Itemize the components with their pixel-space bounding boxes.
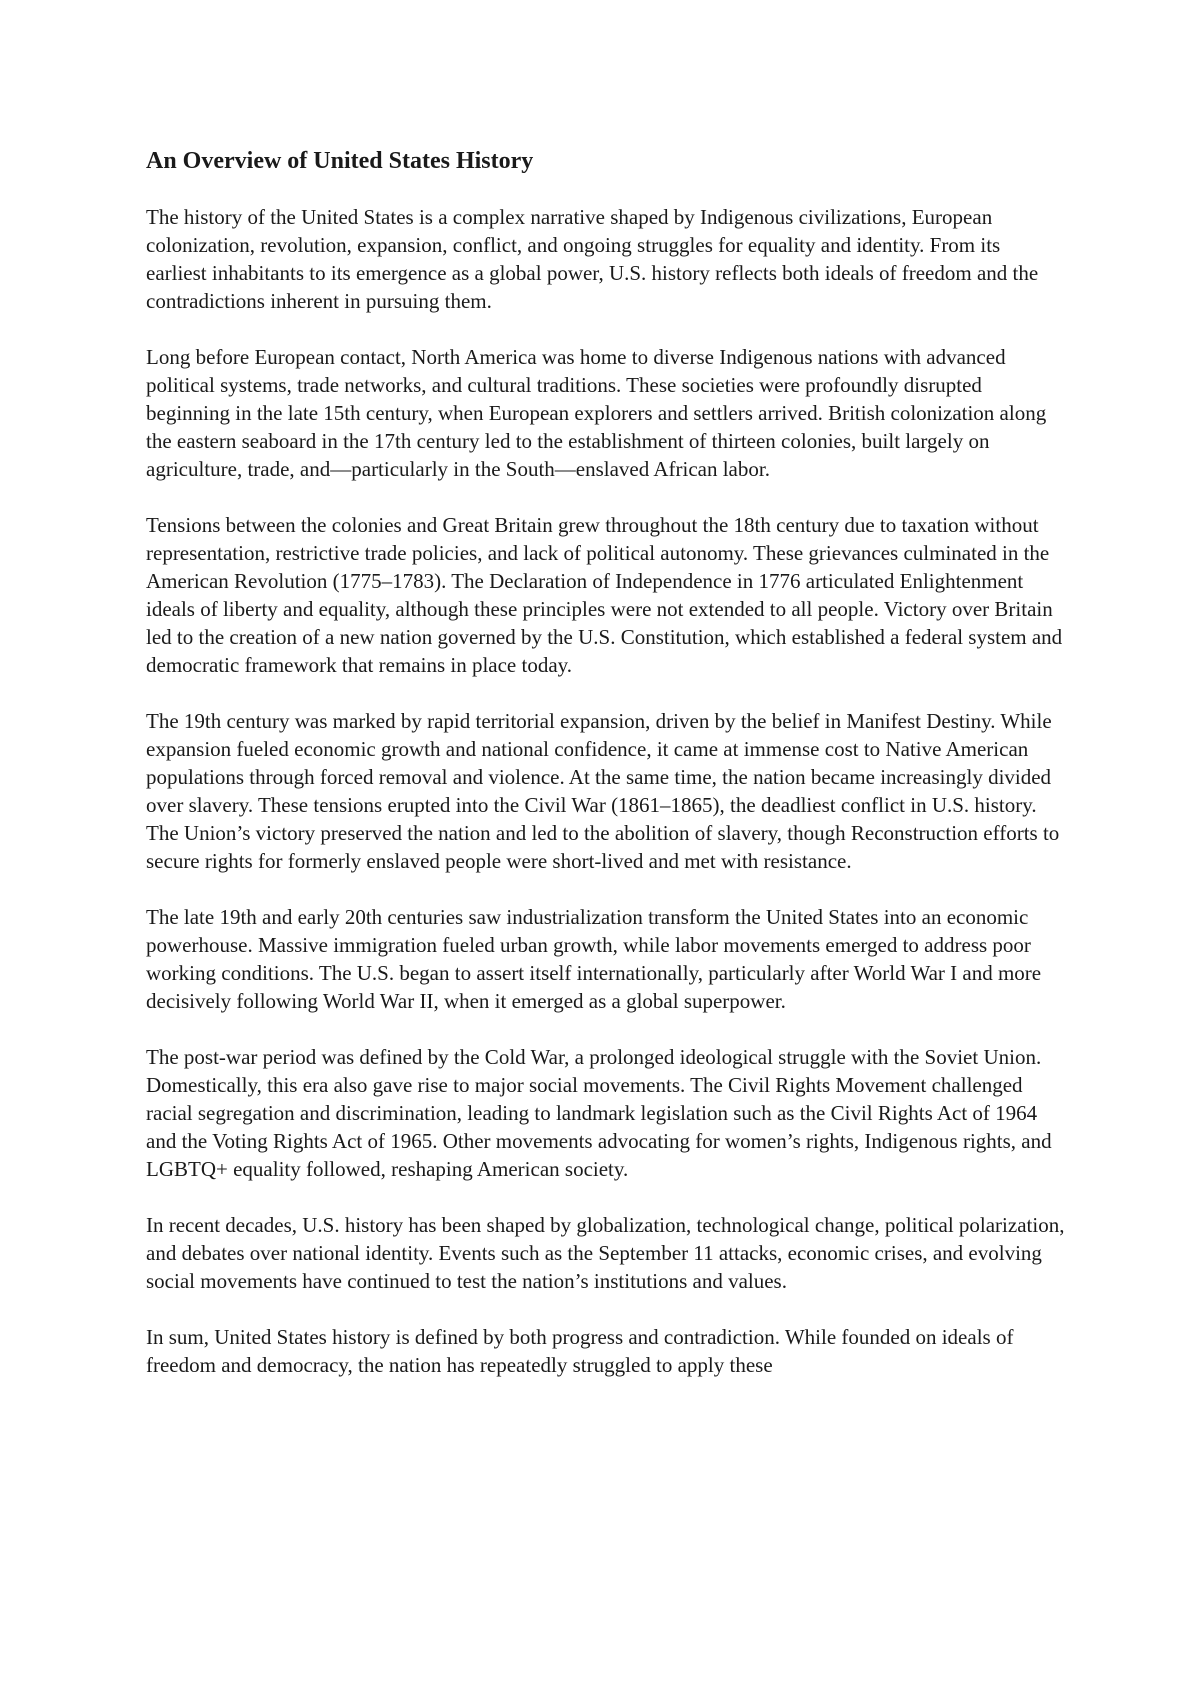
paragraph-7: In recent decades, U.S. history has been shaped by globalization, technological change, political polarization, and debates over national identity. Events such as the September 11 attacks, economic crises, and evolving social movements have continued to test the nation’s institutions and values. — [146, 1213, 1065, 1293]
paragraph-2: Long before European contact, North America was home to diverse Indigenous nations with advanced political systems, trade networks, and cultural traditions. These societies were profoundly disrupted beginning in the late 15th century, when European explorers and settlers arrived. British colonization along the eastern seaboard in the 17th century led to the establishment of thirteen colonies, built largely on agriculture, trade, and—particularly in the South—enslaved African labor. — [146, 345, 1047, 481]
paragraph-5: The late 19th and early 20th centuries saw industrialization transform the United States into an economic powerhouse. Massive immigration fueled urban growth, while labor movements emerged to address poor working conditions. The U.S. began to assert itself internationally, particularly after World War I and more decisively following World War II, when it emerged as a global superpower. — [146, 905, 1042, 1013]
document-title: An Overview of United States History — [146, 148, 534, 174]
paragraph-3: Tensions between the colonies and Great Britain grew throughout the 18th century due to taxation without representation, restrictive trade policies, and lack of political autonomy. These grievances culminated in the American Revolution (1775–1783). The Declaration of Independence in 1776 articulated Enlightenment ideals of liberty and equality, although these principles were not extended to all people. Victory over Britain led to the creation of a new nation governed by the U.S. Constitution, which established a federal system and democratic framework that remains in place today. — [146, 513, 1063, 677]
paragraph-4: The 19th century was marked by rapid territorial expansion, driven by the belief in Manifest Destiny. While expansion fueled economic growth and national confidence, it came at immense cost to Native American populations through forced removal and violence. At the same time, the nation became increasingly divided over slavery. These tensions erupted into the Civil War (1861–1865), the deadliest conflict in U.S. history. The Union’s victory preserved the nation and led to the abolition of slavery, though Reconstruction efforts to secure rights for formerly enslaved people were short-lived and met with resistance. — [146, 709, 1060, 873]
paragraph-8: In sum, United States history is defined by both progress and contradiction. While founded on ideals of freedom and democracy, the nation has repeatedly struggled to apply these — [146, 1325, 1014, 1377]
paragraph-1: The history of the United States is a complex narrative shaped by Indigenous civilizations, European colonization, revolution, expansion, conflict, and ongoing struggles for equality and identity. From its earliest inhabitants to its emergence as a global power, U.S. history reflects both ideals of freedom and the contradictions inherent in pursuing them. — [146, 205, 1039, 313]
document-body — [146, 146, 1066, 1407]
paragraph-6: The post-war period was defined by the Cold War, a prolonged ideological struggle with the Soviet Union. Domestically, this era also gave rise to major social movements. The Civil Rights Movement challenged racial segregation and discrimination, leading to landmark legislation such as the Civil Rights Act of 1964 and the Voting Rights Act of 1965. Other movements advocating for women’s rights, Indigenous rights, and LGBTQ+ equality followed, reshaping American society. — [146, 1045, 1052, 1181]
